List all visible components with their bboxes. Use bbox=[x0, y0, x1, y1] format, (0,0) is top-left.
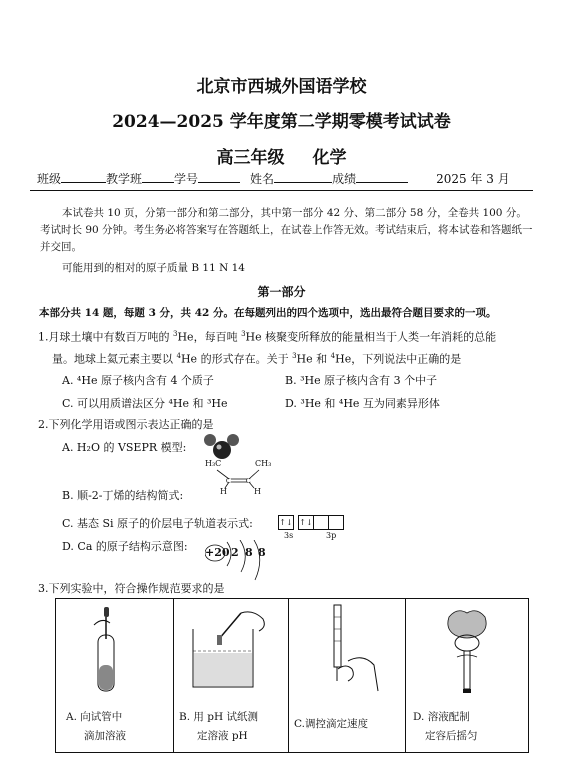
ca-shell-3: 8 bbox=[258, 546, 266, 559]
q3-option-c[interactable] bbox=[288, 599, 406, 752]
q1-stem: 1.月球土壤中有数百万吨的 $^3$He，每百吨 $^3$He 核聚变所释放的能量相当于人类一年消耗的总能 bbox=[38, 330, 497, 344]
orbital-3p-box-2 bbox=[313, 515, 329, 530]
ca-nucleus: +20 bbox=[205, 546, 230, 559]
orbital-3p-label: 3p bbox=[326, 531, 337, 540]
subject-label: 化学 bbox=[312, 148, 347, 168]
part1-title: 第一部分 bbox=[257, 285, 306, 299]
grade-label: 高三年级 bbox=[216, 148, 285, 168]
q3-option-a-caption: A. 向试管中 滴加溶液 bbox=[66, 711, 126, 742]
teaching-class-label: 教学班 bbox=[106, 172, 143, 186]
q3-option-d-caption: D. 溶液配制 定容后摇匀 bbox=[413, 711, 478, 742]
struct-h3c: H₃C bbox=[205, 459, 222, 468]
orbital-3p-box-3 bbox=[328, 515, 344, 530]
struct-c-left: C bbox=[226, 477, 231, 485]
struct-h-left: H bbox=[220, 487, 227, 496]
q3-option-a[interactable] bbox=[56, 599, 174, 752]
class-label: 班级 bbox=[37, 172, 62, 186]
q1-stem-cont: 量。地球上氦元素主要以 $^4$He 的形式存在。关于 $^3$He 和 $^4$He，下列说法中正确的是 bbox=[52, 352, 462, 366]
exam-instructions: 本试卷共 10 页，分第一部分和第二部分，其中第一部分 42 分、第二部分 58 分，全卷共 100 分。考试时长 90 分钟。考生务必将答案写在答题纸上，在试卷上作答无效。考试结束后，将本试卷和答题纸一并交回。 bbox=[40, 207, 533, 253]
q2-option-d[interactable]: D. Ca 的原子结构示意图: bbox=[62, 540, 188, 553]
student-id-blank[interactable] bbox=[198, 171, 240, 183]
volumetric-flask-image bbox=[435, 607, 499, 695]
teaching-class-blank[interactable] bbox=[142, 171, 174, 183]
q3-option-d[interactable] bbox=[405, 599, 528, 752]
struct-bonds bbox=[195, 459, 285, 501]
ca-shell-2: 8 bbox=[245, 546, 253, 559]
q3-options-table bbox=[55, 598, 529, 753]
student-info-line bbox=[37, 170, 537, 187]
ca-shell-1: 2 bbox=[231, 546, 239, 559]
header-divider bbox=[30, 190, 533, 191]
q3-option-c-caption: C.调控滴定速度 bbox=[294, 718, 368, 730]
q3-stem: 3.下列实验中，符合操作规范要求的是 bbox=[38, 582, 225, 595]
class-blank[interactable] bbox=[61, 171, 106, 183]
q2-option-a[interactable]: A. H₂O 的 VSEPR 模型: bbox=[62, 441, 187, 454]
grade-subject bbox=[0, 143, 563, 168]
name-label: 姓名 bbox=[250, 172, 275, 186]
titration-burette-image bbox=[308, 603, 388, 698]
exam-title: 2024—2025 学年度第二学期零模考试试卷 bbox=[112, 112, 451, 132]
q3-option-b-caption: B. 用 pH 试纸测 定溶液 pH bbox=[179, 711, 258, 742]
q3-option-b[interactable] bbox=[173, 599, 289, 752]
ca-atom-structure bbox=[205, 540, 275, 582]
orbital-3p-box-1: ↑↓ bbox=[298, 515, 314, 530]
struct-c-right: C bbox=[246, 477, 251, 485]
q1-option-b[interactable]: B. ³He 原子核内含有 3 个中子 bbox=[285, 374, 438, 387]
school-name: 北京市西城外国语学校 bbox=[196, 77, 367, 97]
q2-option-c[interactable]: C. 基态 Si 原子的价层电子轨道表示式: bbox=[62, 517, 253, 530]
atomic-mass-note: 可能用到的相对的原子质量 B 11 N 14 bbox=[62, 262, 245, 274]
ca-shell-arcs bbox=[205, 540, 275, 582]
student-id-label: 学号 bbox=[174, 172, 199, 186]
struct-h-right: H bbox=[254, 487, 261, 496]
ph-paper-beaker-image bbox=[183, 609, 279, 691]
q1-option-c[interactable]: C. 可以用质谱法区分 ⁴He 和 ³He bbox=[62, 397, 228, 410]
part1-description: 本部分共 14 题，每题 3 分，共 42 分。在每题列出的四个选项中，选出最符合题目要求的一项。 bbox=[39, 307, 497, 319]
q1-option-a[interactable]: A. ⁴He 原子核内含有 4 个质子 bbox=[62, 374, 214, 387]
q2-option-b[interactable]: B. 顺-2-丁烯的结构简式: bbox=[62, 489, 184, 502]
orbital-3s-label: 3s bbox=[284, 531, 294, 540]
exam-date: 2025 年 3 月 bbox=[436, 172, 510, 186]
orbital-3s-box: ↑↓ bbox=[278, 515, 294, 530]
q2-stem: 2.下列化学用语或图示表达正确的是 bbox=[38, 418, 214, 431]
test-tube-dropper-image bbox=[84, 605, 144, 695]
score-blank[interactable] bbox=[356, 171, 408, 183]
score-label: 成绩 bbox=[332, 172, 357, 186]
q1-option-d[interactable]: D. ³He 和 ⁴He 互为同素异形体 bbox=[285, 397, 440, 410]
cis-2-butene-structure bbox=[195, 459, 285, 501]
vsepr-model-image bbox=[197, 428, 247, 462]
struct-ch3: CH₃ bbox=[255, 459, 272, 468]
si-orbital-diagram bbox=[278, 512, 344, 531]
name-blank[interactable] bbox=[274, 171, 332, 183]
